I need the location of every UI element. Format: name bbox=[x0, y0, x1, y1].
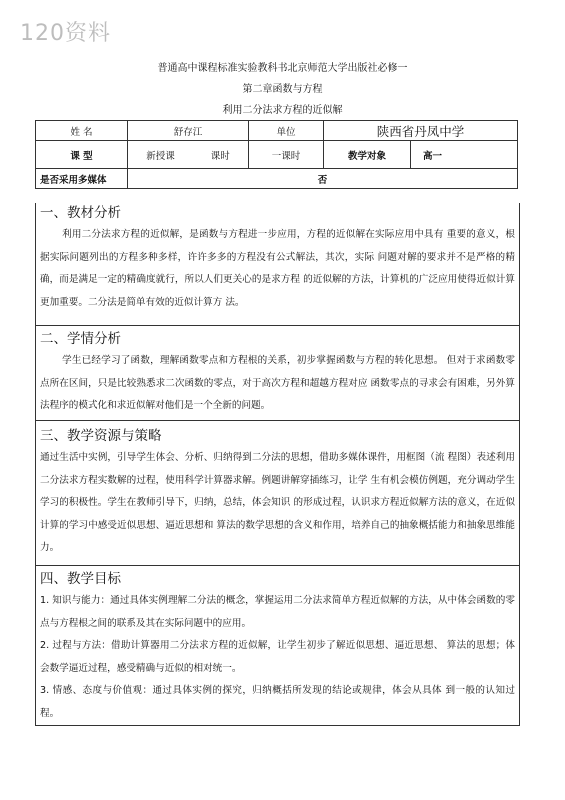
section-teaching-goals bbox=[35, 565, 520, 726]
class-hours-label: 课时 bbox=[210, 150, 230, 162]
unit-value: 陕西省丹凤中学 bbox=[324, 121, 518, 141]
section-title: 三、教学资源与策略 bbox=[40, 428, 162, 444]
goal-item: 1. 知识与能力：通过具体实例理解二分法的概念，掌握运用二分法求简单方程近似解的方法，从中体会函数的零点与方程根之间的联系及其在实际问题中的应用。 bbox=[40, 595, 515, 629]
section-student-analysis bbox=[35, 325, 520, 421]
section-paragraph: 学生已经学习了函数，理解函数零点和方程根的关系，初步掌握函数与方程的转化思想。 但对于求函数零点所在区间，只是比较熟悉求二次函数的零点，对于高次方程和超越方程对应 函数零点的寻求会有困难，另外算法程序的模式化和求近似解对他们是一个全新的问题。 bbox=[40, 355, 515, 411]
section-title: 四、教学目标 bbox=[40, 571, 121, 587]
unit-label: 单位 bbox=[249, 121, 324, 141]
goals-list bbox=[36, 590, 519, 725]
watermark-logo: 120资料 bbox=[20, 21, 111, 46]
section-textbook-analysis bbox=[35, 203, 520, 326]
course-type-cell bbox=[128, 141, 249, 169]
section-resources-strategy bbox=[35, 420, 520, 566]
class-hours-value: 一课时 bbox=[249, 141, 324, 169]
chapter-title: 第二章函数与方程 bbox=[242, 84, 323, 95]
course-type-label: 课 型 bbox=[36, 141, 128, 169]
multimedia-label: 是否采用多媒体 bbox=[36, 169, 128, 189]
lesson-info-table bbox=[35, 120, 518, 189]
audience-label: 教学对象 bbox=[324, 141, 411, 169]
goal-item: 3. 情感、态度与价值观：通过具体实例的探究，归纳概括所发现的结论或规律，体会从具体 到一般的认知过程。 bbox=[40, 685, 515, 719]
section-paragraph: 通过生活中实例，引导学生体会、分析、归纳得到二分法的思想，借助多媒体课件，用框图（流 程图）表述利用二分法求方程实数解的过程，使用科学计算器求解。例题讲解穿插练习，让学 生有机会模仿例题，充分调动学生学习的积极性。学生在教师引导下，归纳，总结，体会知识 的形成过程，认识求方程近似解方法的意义，在近似计算的学习中感受近似思想、逼近思想和 算法的数学思想的含义和作用，培养自己的抽象概括能力和抽象思维能力。 bbox=[40, 452, 515, 553]
lesson-title: 利用二分法求方程的近似解 bbox=[222, 105, 343, 116]
course-type-value: 新授课 bbox=[146, 150, 175, 162]
name-label: 姓 名 bbox=[36, 121, 128, 141]
goal-item: 2. 过程与方法：借助计算器用二分法求方程的近似解，让学生初步了解近似思想、逼近思想、 算法的思想；体会数学逼近过程，感受精确与近似的相对统一。 bbox=[40, 640, 515, 674]
multimedia-value: 否 bbox=[128, 169, 518, 189]
section-title: 一、教材分析 bbox=[40, 205, 121, 221]
section-paragraph: 利用二分法求方程的近似解，是函数与方程进一步应用，方程的近似解在实际应用中具有 重要的意义，根据实际问题列出的方程多种多样，许许多多的方程没有公式解法，其次，实际 问题对解的要求并不是严格的精确，而是满足一定的精确度就行，所以人们更关心的是求方程 的近似解的方法，计算机的广泛应用使得近似计算更加重要。二分法是简单有效的近似计算方 法。 bbox=[40, 229, 515, 308]
audience-value: 高一 bbox=[411, 141, 518, 169]
section-title: 二、学情分析 bbox=[40, 331, 121, 347]
teacher-name: 舒存江 bbox=[128, 121, 249, 141]
textbook-series-title: 普通高中课程标准实验教科书北京师范大学出版社必修一 bbox=[157, 63, 408, 74]
